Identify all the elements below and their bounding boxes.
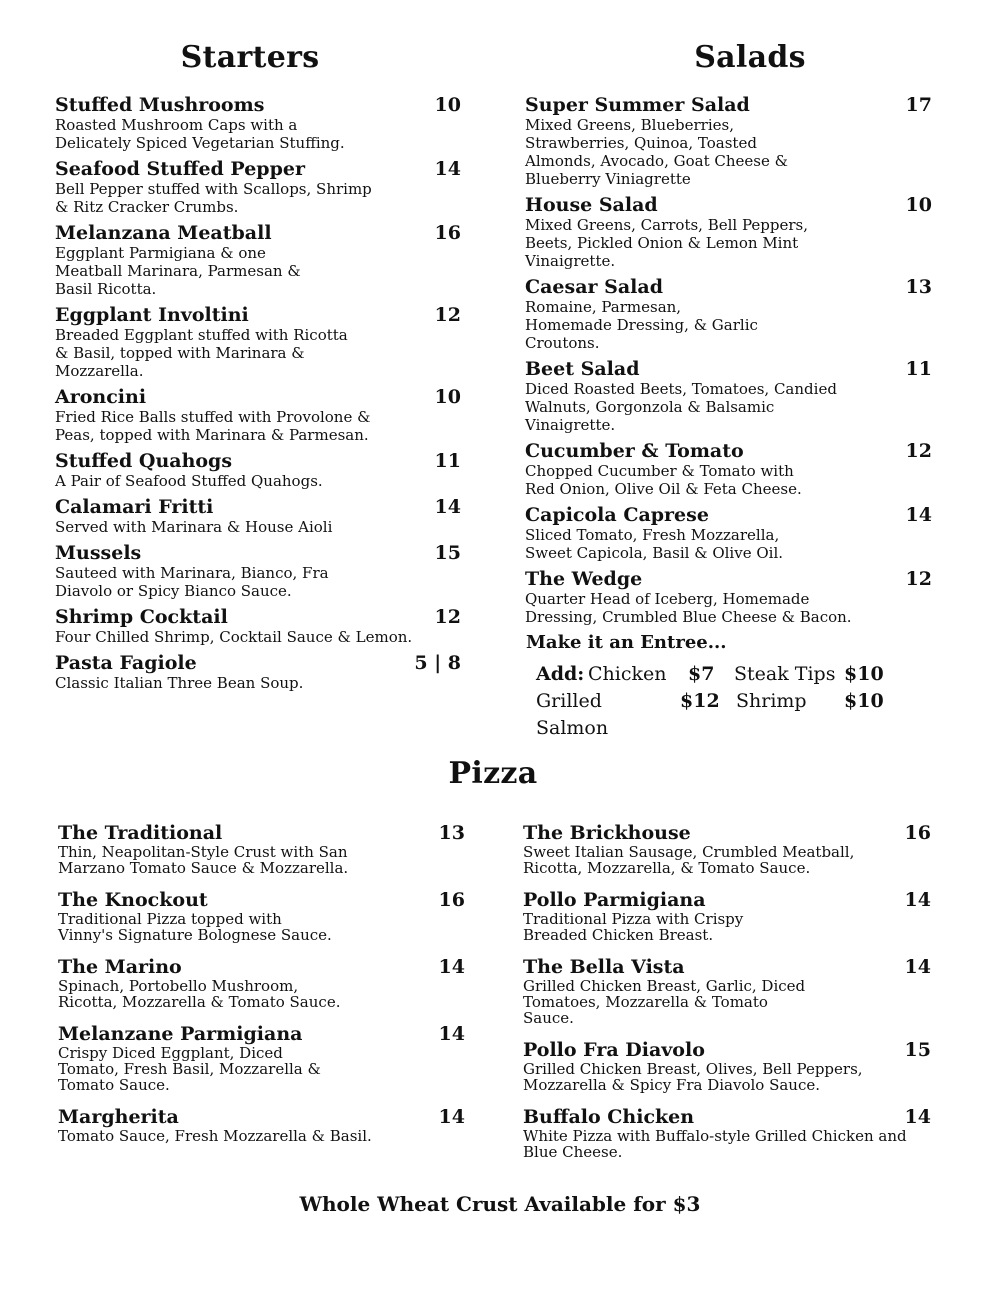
menu-item [525, 568, 932, 626]
menu-item [525, 440, 932, 498]
addon-name: Shrimp [736, 690, 807, 712]
item-name: Buffalo Chicken [523, 1106, 695, 1128]
addon-name: Steak Tips [734, 663, 836, 685]
item-description: Sauteed with Marinara, Bianco, Fra Diavolo or Spicy Bianco Sauce. [55, 564, 329, 600]
item-name: Beet Salad [525, 358, 640, 380]
menu-item [525, 276, 932, 352]
item-price: 11 [905, 358, 932, 380]
addon-price: $12 [680, 690, 720, 712]
item-description: A Pair of Seafood Stuffed Quahogs. [55, 472, 323, 490]
item-price: 15 [434, 542, 461, 564]
item-price: 10 [905, 194, 932, 216]
menu-item [523, 1039, 931, 1093]
item-price: 16 [438, 889, 465, 911]
pizza-title: Pizza [448, 756, 538, 791]
item-price: 14 [434, 496, 461, 518]
item-name: Calamari Fritti [55, 496, 214, 518]
item-description: Spinach, Portobello Mushroom, Ricotta, Mozzarella & Tomato Sauce. [58, 977, 341, 1011]
item-name: Pollo Fra Diavolo [523, 1039, 705, 1061]
menu-item [55, 94, 461, 152]
item-name: Capicola Caprese [525, 504, 709, 526]
menu-item [55, 158, 461, 216]
item-description: Grilled Chicken Breast, Garlic, Diced Tomatoes, Mozzarella & Tomato Sauce. [523, 977, 806, 1027]
item-description: Classic Italian Three Bean Soup. [55, 674, 304, 692]
item-price: 15 [904, 1039, 931, 1061]
item-description: Traditional Pizza with Crispy Breaded Chicken Breast. [523, 910, 744, 944]
menu-item [523, 889, 931, 943]
item-price: 16 [904, 822, 931, 844]
item-price: 12 [434, 304, 461, 326]
item-price: 10 [434, 94, 461, 116]
item-price: 14 [434, 158, 461, 180]
item-description: Breaded Eggplant stuffed with Ricotta & Basil, topped with Marinara & Mozzarella. [55, 326, 348, 380]
pizza-list-right [523, 822, 931, 1173]
menu-item [55, 386, 461, 444]
item-name: Super Summer Salad [525, 94, 750, 116]
item-price: 14 [905, 504, 932, 526]
salads-list [525, 94, 932, 742]
item-price: 12 [905, 440, 932, 462]
item-name: The Bella Vista [523, 956, 685, 978]
menu-item [525, 94, 932, 188]
item-name: Melanzana Meatball [55, 222, 272, 244]
item-description: Sliced Tomato, Fresh Mozzarella, Sweet Capicola, Basil & Olive Oil. [525, 526, 784, 562]
item-name: The Marino [58, 956, 182, 978]
pizza-list-left [58, 822, 465, 1157]
item-description: Romaine, Parmesan, Homemade Dressing, & Garlic Croutons. [525, 298, 758, 352]
entree-heading: Make it an Entree... [526, 632, 727, 653]
item-name: House Salad [525, 194, 658, 216]
item-price: 14 [438, 1106, 465, 1128]
item-description: Mixed Greens, Carrots, Bell Peppers, Beets, Pickled Onion & Lemon Mint Vinaigrette. [525, 216, 808, 270]
item-name: Eggplant Involtini [55, 304, 249, 326]
addon-name: Chicken [588, 663, 667, 685]
item-name: Aroncini [55, 386, 147, 408]
item-price: 5 | 8 [414, 652, 461, 674]
item-price: 13 [905, 276, 932, 298]
item-description: Tomato Sauce, Fresh Mozzarella & Basil. [58, 1127, 372, 1145]
item-name: Pollo Parmigiana [523, 889, 706, 911]
item-price: 12 [434, 606, 461, 628]
item-description: Four Chilled Shrimp, Cocktail Sauce & Lemon. [55, 628, 413, 646]
item-description: Eggplant Parmigiana & one Meatball Marinara, Parmesan & Basil Ricotta. [55, 244, 301, 298]
menu-item [55, 652, 461, 692]
item-description: Grilled Chicken Breast, Olives, Bell Peppers, Mozzarella & Spicy Fra Diavolo Sauce. [523, 1060, 863, 1094]
item-name: The Knockout [58, 889, 208, 911]
addon-row [536, 688, 932, 742]
entree-addons [536, 661, 932, 742]
salads-title: Salads [694, 40, 806, 75]
item-description: Traditional Pizza topped with Vinny's Signature Bolognese Sauce. [58, 910, 332, 944]
item-description: Roasted Mushroom Caps with a Delicately Spiced Vegetarian Stuffing. [55, 116, 345, 152]
item-price: 13 [438, 822, 465, 844]
item-description: Quarter Head of Iceberg, Homemade Dressing, Crumbled Blue Cheese & Bacon. [525, 590, 852, 626]
item-name: Caesar Salad [525, 276, 664, 298]
menu-item [55, 542, 461, 600]
item-name: The Brickhouse [523, 822, 691, 844]
menu-item [55, 450, 461, 490]
item-price: 16 [434, 222, 461, 244]
menu-item [523, 822, 931, 876]
addon-price: $10 [844, 690, 884, 712]
item-description: Mixed Greens, Blueberries, Strawberries, Quinoa, Toasted Almonds, Avocado, Goat Cheese & Blueberry Viniagrette [525, 116, 788, 188]
menu-item [55, 304, 461, 380]
item-price: 12 [905, 568, 932, 590]
item-description: Served with Marinara & House Aioli [55, 518, 333, 536]
item-name: Stuffed Quahogs [55, 450, 233, 472]
item-description: Chopped Cucumber & Tomato with Red Onion, Olive Oil & Feta Cheese. [525, 462, 802, 498]
menu-item [523, 956, 931, 1026]
add-label: Add: [536, 663, 585, 685]
item-price: 14 [438, 1023, 465, 1045]
item-name: Stuffed Mushrooms [55, 94, 265, 116]
item-name: Cucumber & Tomato [525, 440, 744, 462]
menu-item [525, 194, 932, 270]
addon-row [536, 661, 932, 688]
item-price: 14 [904, 889, 931, 911]
item-description: Fried Rice Balls stuffed with Provolone & Peas, topped with Marinara & Parmesan. [55, 408, 371, 444]
item-price: 14 [904, 1106, 931, 1128]
item-name: Seafood Stuffed Pepper [55, 158, 305, 180]
item-description: White Pizza with Buffalo-style Grilled Chicken and Blue Cheese. [523, 1127, 907, 1161]
item-price: 10 [434, 386, 461, 408]
menu-item [58, 889, 465, 943]
item-description: Thin, Neapolitan-Style Crust with San Marzano Tomato Sauce & Mozzarella. [58, 843, 349, 877]
item-name: The Traditional [58, 822, 223, 844]
menu-item [55, 606, 461, 646]
menu-item [525, 358, 932, 434]
starters-title: Starters [180, 40, 320, 75]
menu-item [523, 1106, 931, 1160]
menu-item [525, 504, 932, 562]
addon-name: Grilled Salmon [536, 690, 609, 739]
menu-item [55, 496, 461, 536]
item-name: Pasta Fagiole [55, 652, 197, 674]
item-price: 14 [904, 956, 931, 978]
item-description: Sweet Italian Sausage, Crumbled Meatball, Ricotta, Mozzarella, & Tomato Sauce. [523, 843, 855, 877]
menu-item [55, 222, 461, 298]
item-name: The Wedge [525, 568, 643, 590]
item-name: Shrimp Cocktail [55, 606, 228, 628]
menu-item [58, 1023, 465, 1093]
crust-note: Whole Wheat Crust Available for $3 [299, 1192, 701, 1216]
item-price: 14 [438, 956, 465, 978]
addon-price: $10 [844, 663, 884, 685]
item-name: Melanzane Parmigiana [58, 1023, 303, 1045]
menu-item [58, 822, 465, 876]
item-name: Margherita [58, 1106, 179, 1128]
item-price: 17 [905, 94, 932, 116]
menu-item [58, 1106, 465, 1144]
item-description: Bell Pepper stuffed with Scallops, Shrimp & Ritz Cracker Crumbs. [55, 180, 372, 216]
starters-list [55, 94, 461, 698]
item-description: Diced Roasted Beets, Tomatoes, Candied Walnuts, Gorgonzola & Balsamic Vinaigrette. [525, 380, 837, 434]
addon-price: $7 [688, 663, 715, 685]
item-name: Mussels [55, 542, 142, 564]
item-price: 11 [434, 450, 461, 472]
item-description: Crispy Diced Eggplant, Diced Tomato, Fresh Basil, Mozzarella & Tomato Sauce. [58, 1044, 321, 1094]
menu-item [58, 956, 465, 1010]
